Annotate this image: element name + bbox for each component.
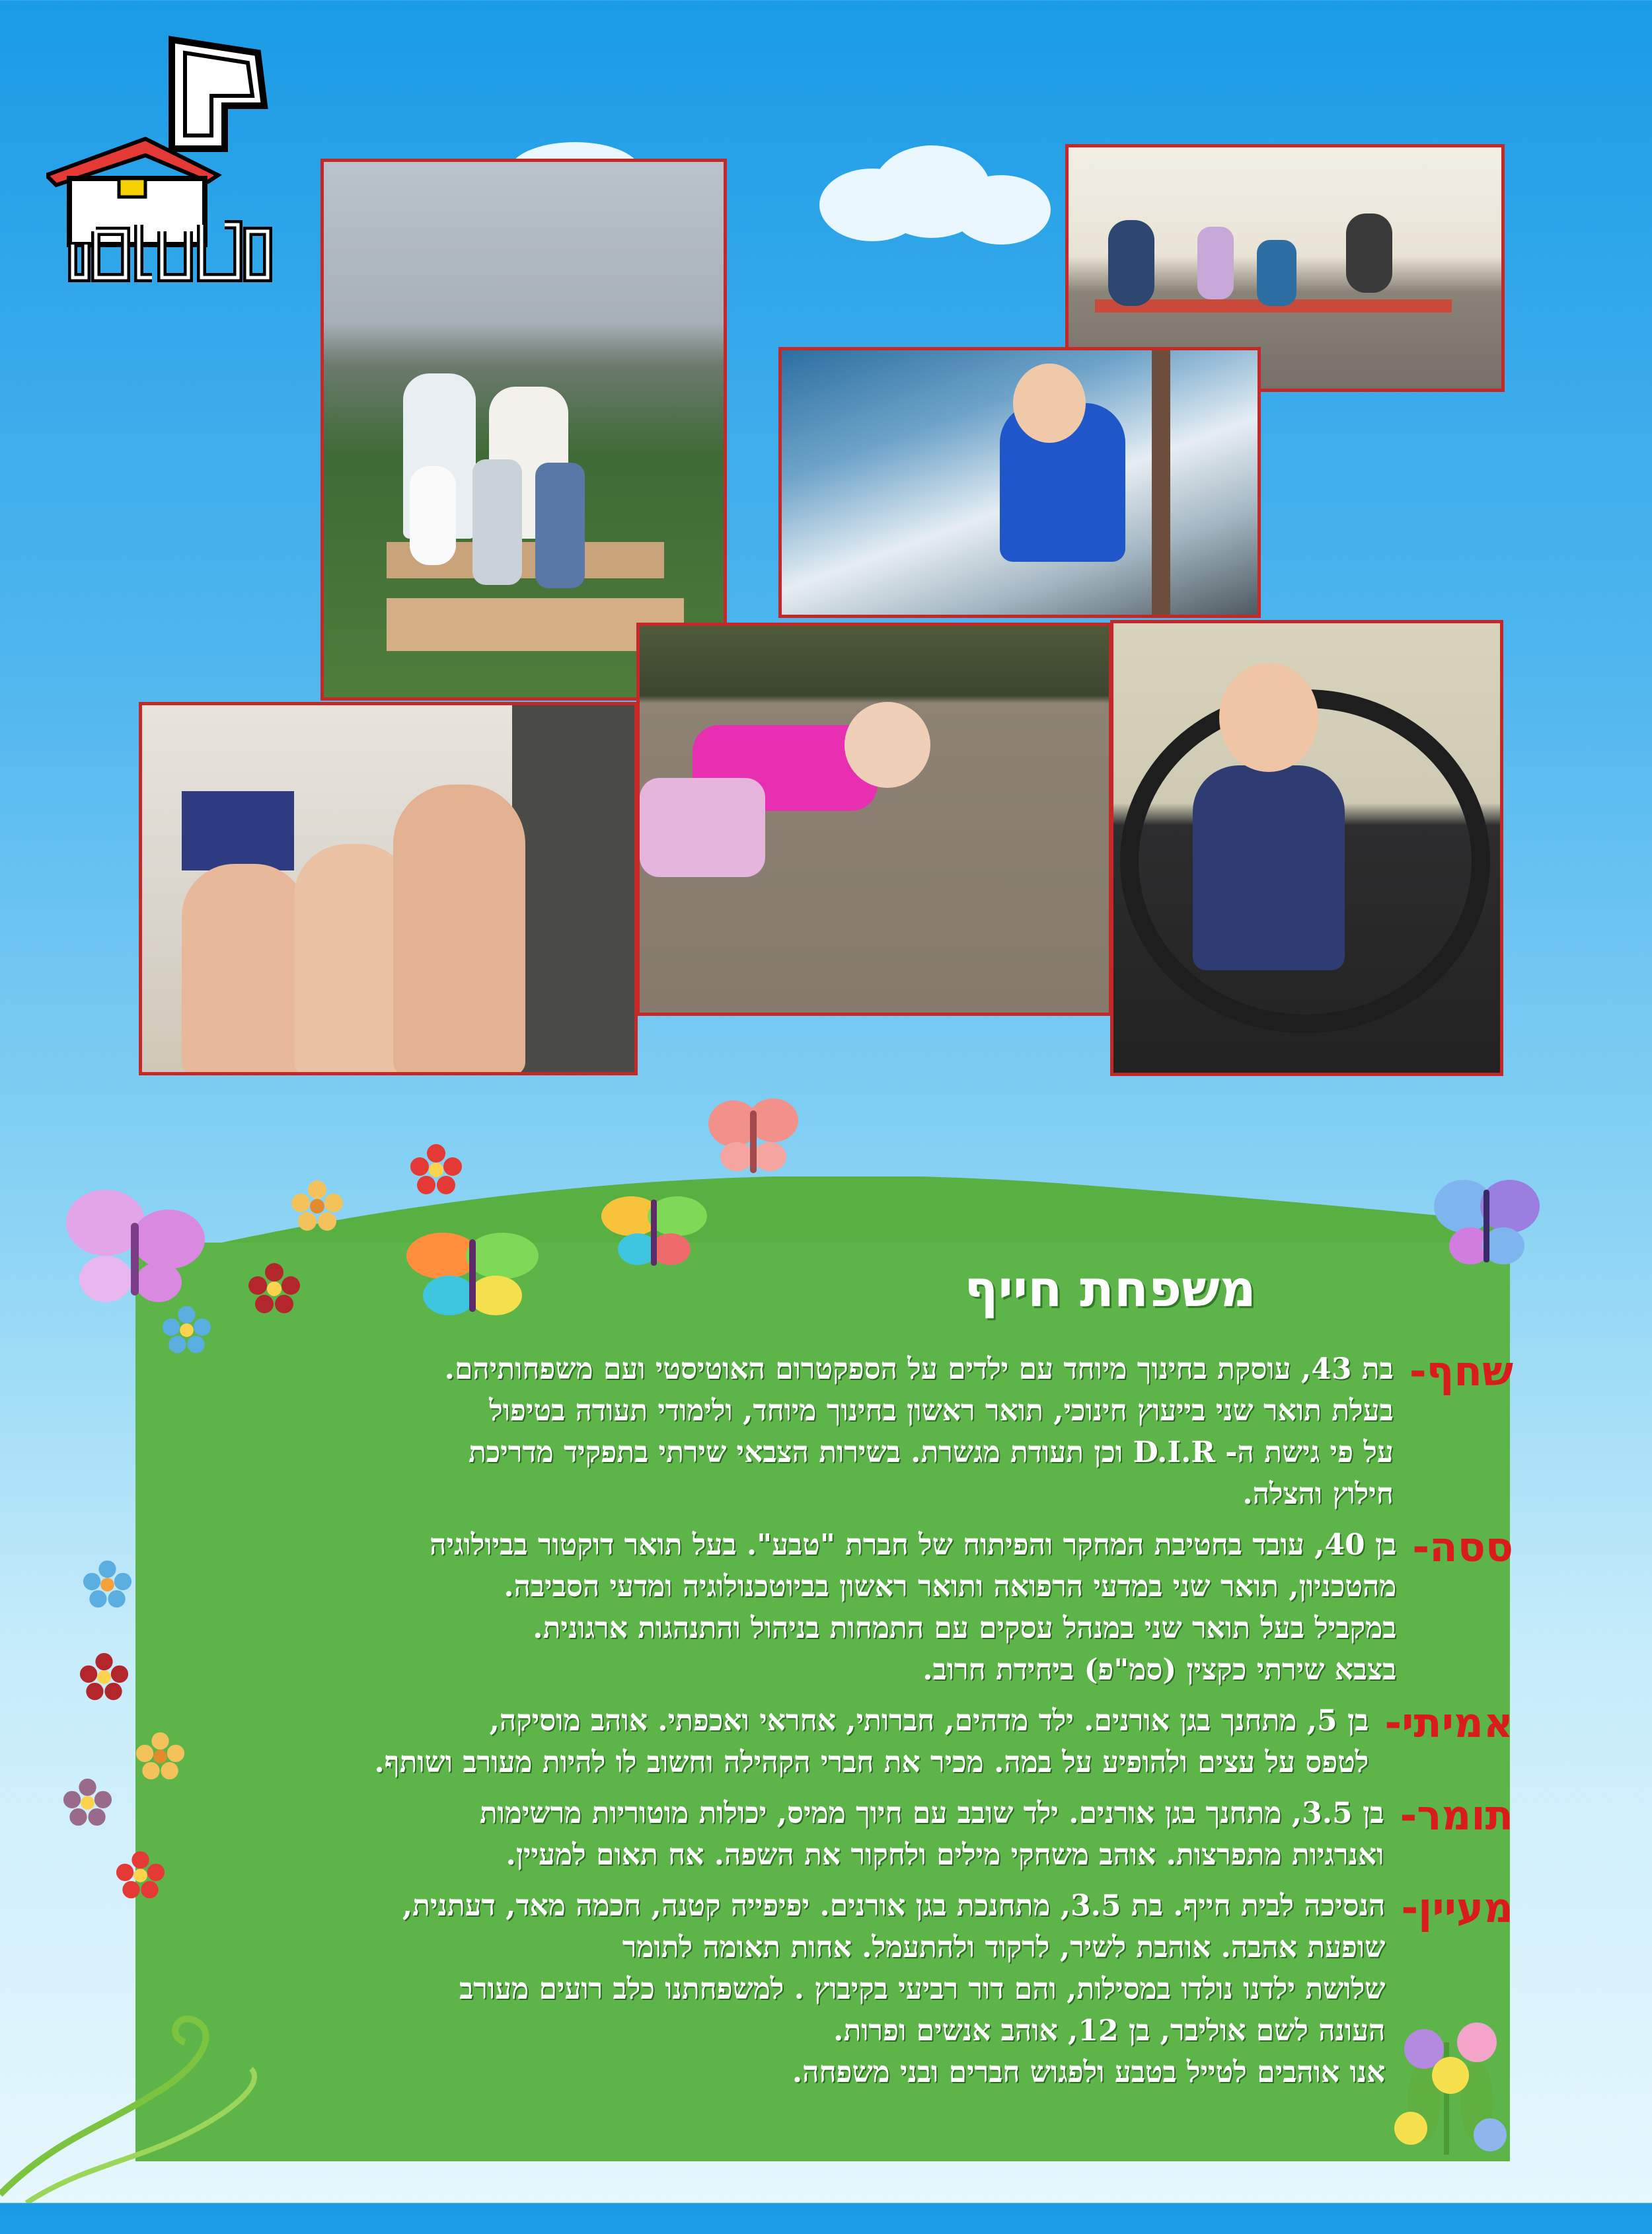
entry-sasa — [119, 1524, 1513, 1691]
entry-name: ססה- — [1412, 1523, 1513, 1571]
logo — [46, 33, 284, 284]
boy-sea-photo — [778, 347, 1261, 618]
flower-icon — [291, 1180, 344, 1233]
entry-tomer — [119, 1792, 1513, 1876]
page-title: משפחת חייף — [964, 1259, 1256, 1318]
entry-name: תומר- — [1400, 1791, 1513, 1839]
closing-line: העונה לשם אוליבר, בן 12, אוהב אנשים ופרות. — [833, 2014, 1386, 2048]
entry-name: אמיתי- — [1384, 1699, 1513, 1747]
entry-line: בן 40, עובד בחטיבת המחקר והפיתוח של חברת "טבע". בעל תואר דוקטור בביולוגיה — [430, 1528, 1397, 1562]
closing-line: אנו אוהבים לטייל בטבע ולפגוש חברים ובני משפחה. — [792, 2056, 1386, 2089]
entry-line: בן 3.5, מתחנך בגן אורנים. ילד שובב עם חיוך ממיס, יכולות מוטוריות מרשימות — [479, 1796, 1384, 1830]
entry-line: בעלת תואר שני בייעוץ חינוכי, תואר ראשון בחינוך מיוחד, ולימודי תעודה בטיפול — [489, 1394, 1394, 1428]
butterfly-icon — [403, 1219, 542, 1325]
closing-line: שלושת ילדנו נולדו במסילות, והם דור רביעי בקיבוץ . למשפחתנו כלב רועים מעורב — [459, 1972, 1386, 2006]
kids-laughing-photo — [139, 702, 638, 1075]
flower-icon — [63, 1778, 112, 1828]
entry-line: הנסיכה לבית חייף. בת 3.5, מתחנכת בגן אורנים. יפיפייה קטנה, חכמה מאד, דעתנית, — [402, 1889, 1386, 1923]
flower-icon — [410, 1143, 463, 1196]
entry-line: בצבא שירתי כקצין (סמ"פ) ביחידת חרוב. — [922, 1653, 1397, 1687]
entry-line: בן 5, מתחנך בגן אורנים. ילד מדהים, חברותי, אחראי ואכפתי. אוהב מוסיקה, — [489, 1704, 1369, 1738]
entry-amitai — [119, 1700, 1513, 1783]
flower-icon — [248, 1262, 301, 1315]
butterfly-icon — [704, 1094, 803, 1180]
family-text — [119, 1348, 1513, 2102]
entry-line: ואנרגיות מתפרצות. אוהב משחקי מילים ולחקור את השפה. אח תאום למעיין. — [506, 1838, 1384, 1872]
girl-on-bench-photo — [636, 623, 1112, 1016]
boy-tire-photo — [1110, 620, 1503, 1076]
family-bench-photo — [320, 159, 727, 701]
entry-line: על פי גישת ה- D.I.R וכן תעודת מגשרת. בשירות הצבאי שירתי בתפקיד מדריכת — [468, 1436, 1394, 1469]
butterfly-icon — [598, 1183, 710, 1276]
entry-mayan — [119, 1885, 1513, 2093]
entry-line: לטפס על עצים ולהופיע על במה. מכיר את חברי הקהילה וחשוב לו להיות מעורב ושותף. — [374, 1746, 1369, 1779]
flower-icon — [162, 1305, 211, 1355]
butterfly-icon — [59, 1183, 211, 1315]
entry-name: מעיין- — [1401, 1884, 1513, 1932]
entry-line: מהטכניון, תואר שני במדעי הרפואה ותואר ראשון בביוטכנולוגיה ומדעי הסביבה. — [504, 1570, 1397, 1603]
entry-name: שחף- — [1409, 1347, 1513, 1395]
entry-line: בת 43, עוסקת בחינוך מיוחד עם ילדים על הספקטרום האוטיסטי ועם משפחותיהם. — [444, 1352, 1394, 1386]
cloud — [952, 175, 1051, 245]
butterfly-icon — [1431, 1170, 1543, 1276]
entry-line: במקביל בעל תואר שני במנהל עסקים עם התמחות בניהול והתנהגות ארגונית. — [533, 1611, 1397, 1645]
entry-shahaf — [119, 1348, 1513, 1515]
entry-line: חילוץ והצלה. — [1242, 1477, 1394, 1511]
entry-line: שופעת אהבה. אוהבת לשיר, לרקוד ולהתעמל. אחות תאומה לתומר — [622, 1931, 1386, 1964]
